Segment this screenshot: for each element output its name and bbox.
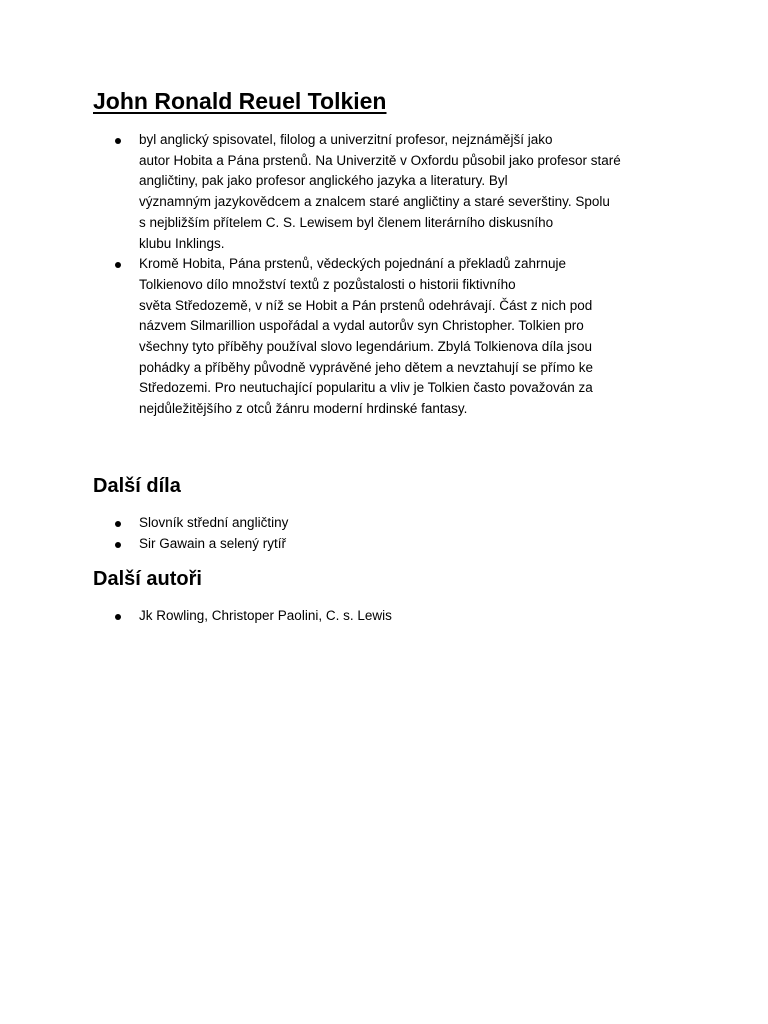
paragraph-line: Tolkienovo dílo množství textů z pozůstalosti o historii fiktivního xyxy=(139,276,516,292)
list-item-label: Sir Gawain a selený rytíř xyxy=(139,535,287,551)
bullet-icon xyxy=(115,614,121,620)
paragraph-line: angličtiny, pak jako profesor anglického jazyka a literatury. Byl xyxy=(139,173,508,189)
paragraph-line: autor Hobita a Pána prstenů. Na Univerzitě v Oxfordu působil jako profesor staré xyxy=(139,152,621,168)
bullet-icon xyxy=(115,138,121,144)
paragraph-line: nejdůležitějšího z otců žánru moderní hrdinské fantasy. xyxy=(139,401,468,417)
paragraph-line: pohádky a příběhy původně vyprávěné jeho dětem a nevztahují se přímo ke xyxy=(139,359,594,375)
list-item-label: Jk Rowling, Christoper Paolini, C. s. Lewis xyxy=(139,608,392,623)
paragraph-line: názvem Silmarillion uspořádal a vydal autorův syn Christopher. Tolkien pro xyxy=(139,318,584,334)
paragraph-line: všechny tyto příběhy používal slovo legendárium. Zbylá Tolkienova díla jsou xyxy=(139,339,593,355)
authors-list xyxy=(0,606,392,627)
list-item xyxy=(0,534,288,555)
intro-list xyxy=(0,130,621,420)
paragraph-line: s nejbližším přítelem C. S. Lewisem byl členem literárního diskusního xyxy=(139,214,554,230)
works-heading: Další díla xyxy=(93,475,181,497)
paragraph-line: Kromě Hobita, Pána prstenů, vědeckých pojednání a překladů zahrnuje xyxy=(139,256,567,272)
bullet-icon xyxy=(115,521,121,527)
paragraph-line: významným jazykovědcem a znalcem staré angličtiny a staré severštiny. Spolu xyxy=(139,194,610,210)
paragraph-line: klubu Inklings. xyxy=(139,235,225,251)
bullet-icon xyxy=(115,262,121,268)
list-item xyxy=(0,130,621,254)
authors-heading: Další autoři xyxy=(93,568,202,590)
page-title: John Ronald Reuel Tolkien xyxy=(93,88,387,114)
paragraph-line: byl anglický spisovatel, filolog a univerzitní profesor, nejznámější jako xyxy=(139,132,553,147)
paragraph-line: Středozemi. Pro neutuchající popularitu a vliv je Tolkien často považován za xyxy=(139,380,593,396)
list-item-label: Slovník střední angličtiny xyxy=(139,515,289,530)
list-item xyxy=(0,254,621,420)
list-item xyxy=(0,513,288,534)
works-list xyxy=(0,513,288,554)
bullet-icon xyxy=(115,542,121,548)
paragraph-line: světa Středozemě, v níž se Hobit a Pán prstenů odehrávají. Část z nich pod xyxy=(139,297,593,313)
list-item xyxy=(0,606,392,627)
